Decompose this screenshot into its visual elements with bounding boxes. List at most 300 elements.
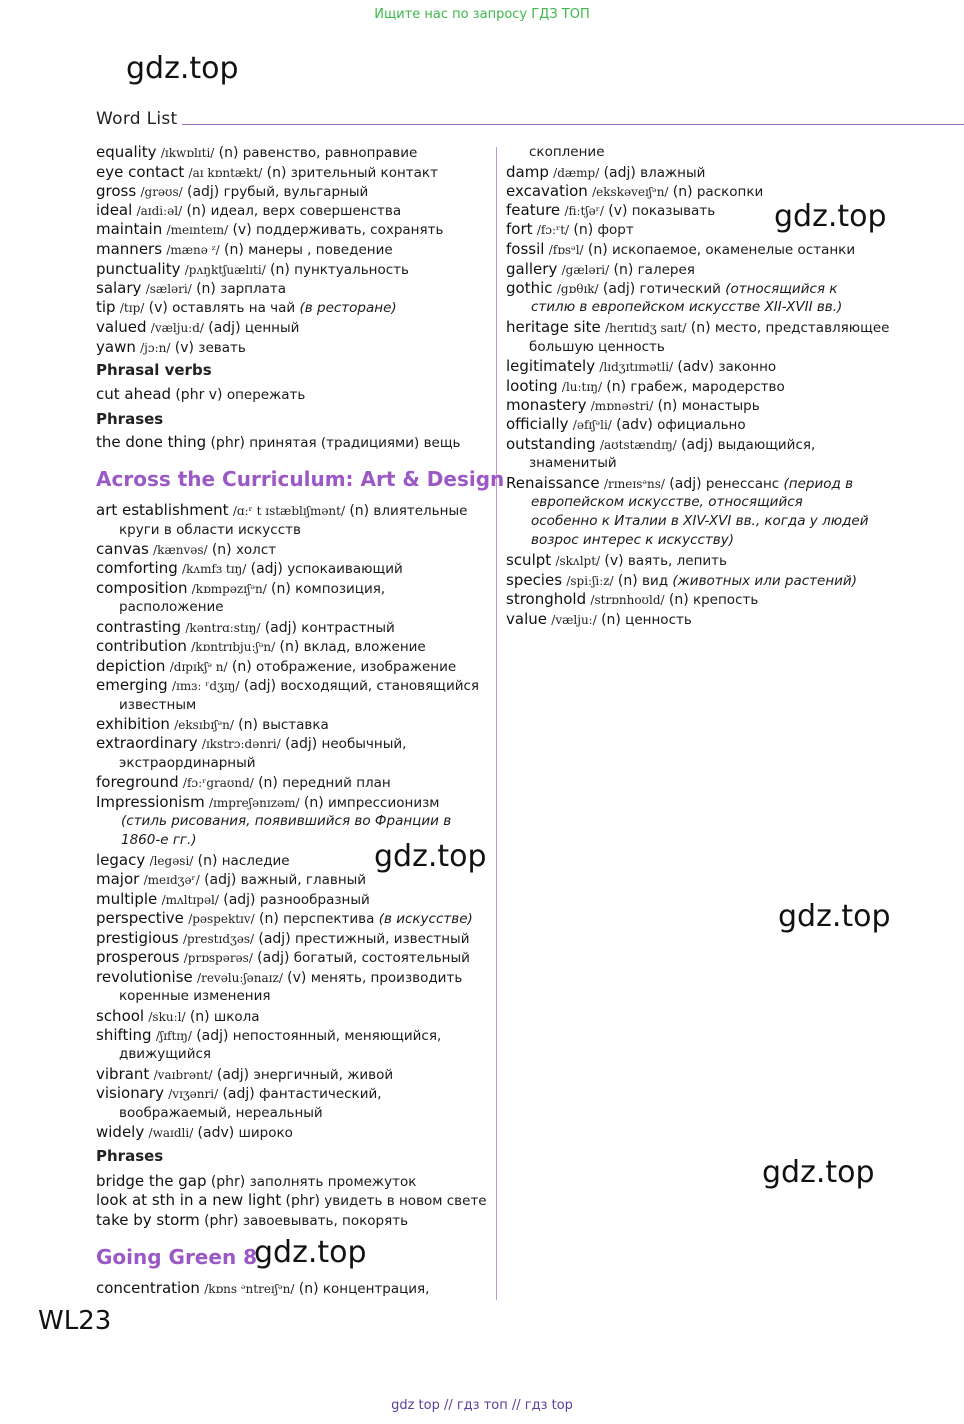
headword: yawn	[96, 338, 136, 356]
headword: feature	[506, 201, 561, 219]
translation-text: известным	[119, 697, 197, 713]
headword: punctuality	[96, 260, 181, 278]
phonetic-transcription: /gɒθɪk/	[556, 282, 599, 296]
phonetic-transcription: /aʊtstændɪŋ/	[599, 438, 677, 452]
phonetic-transcription: /prɒspərəs/	[183, 951, 253, 965]
phonetic-transcription: /meɪnteɪn/	[166, 223, 229, 237]
word-entry	[506, 474, 853, 493]
headword: officially	[506, 415, 569, 433]
part-of-speech: (n)	[573, 222, 594, 238]
note-continuation	[531, 298, 842, 316]
part-of-speech: (adj)	[208, 320, 241, 336]
word-entry	[96, 163, 438, 182]
phonetic-transcription: /prestɪdʒəs/	[182, 932, 255, 946]
word-entry	[96, 385, 305, 404]
word-entry	[506, 590, 758, 609]
word-entry	[96, 559, 403, 578]
headword: excavation	[506, 182, 588, 200]
phonetic-transcription: /gæləri/	[561, 263, 610, 277]
headword: emerging	[96, 676, 168, 694]
headword: comforting	[96, 559, 178, 577]
headword: legitimately	[506, 357, 596, 375]
word-entry	[506, 182, 763, 201]
translation-continuation	[119, 1104, 323, 1122]
phonetic-transcription: /kəntrɑːstɪŋ/	[185, 621, 261, 635]
phonetic-transcription: /mænə ᶻ/	[166, 243, 220, 257]
part-of-speech: (adj)	[284, 736, 318, 752]
translation-text: богатый, состоятельный	[293, 950, 470, 966]
part-of-speech: (phr)	[204, 1213, 239, 1229]
translation-text: отображение, изображение	[255, 659, 457, 675]
usage-note: (период в	[783, 476, 854, 492]
note-continuation	[531, 512, 869, 530]
word-entry	[96, 540, 276, 559]
translation-text: знаменитый	[529, 455, 617, 471]
translation-continuation	[119, 598, 224, 616]
usage-note: (в ресторане)	[299, 300, 397, 316]
note-continuation	[121, 831, 197, 849]
part-of-speech: (n)	[601, 612, 621, 628]
word-entry	[96, 929, 469, 948]
headword: revolutionise	[96, 968, 193, 986]
headword: contrasting	[96, 618, 182, 636]
translation-text: энергичный, живой	[253, 1067, 394, 1083]
headword: value	[506, 610, 547, 628]
word-entry	[506, 201, 715, 220]
column-divider	[496, 147, 497, 1300]
part-of-speech: (adj)	[222, 1086, 255, 1102]
part-of-speech: (n)	[298, 1281, 319, 1297]
word-entry	[506, 163, 705, 182]
headword: maintain	[96, 220, 163, 238]
translation-text: композиция,	[295, 581, 386, 597]
phonetic-transcription: /legəsi/	[149, 854, 194, 868]
part-of-speech: (adj)	[681, 437, 714, 453]
translation-continuation	[119, 754, 256, 772]
headword: concentration	[96, 1279, 200, 1297]
word-entry	[506, 279, 837, 298]
headword: look at sth in a new light	[96, 1191, 282, 1209]
part-of-speech: (adj)	[602, 281, 636, 297]
word-entry	[96, 260, 409, 279]
word-entry	[96, 870, 366, 889]
part-of-speech: (adj)	[257, 950, 290, 966]
phonetic-transcription: /skuːl/	[148, 1010, 186, 1024]
phonetic-transcription: /rɪneɪsᵊns/	[603, 477, 665, 491]
translation-text: монастырь	[681, 398, 760, 414]
word-entry	[96, 637, 426, 656]
headword: shifting	[96, 1026, 152, 1044]
translation-text: контрастный	[301, 620, 395, 636]
word-entry	[96, 279, 286, 298]
note-text: возрос интерес к искусству)	[531, 532, 735, 548]
phonetic-transcription: /ekskəveɪʃᵊn/	[592, 185, 669, 199]
subsection-heading-text: Phrasal verbs	[96, 361, 212, 379]
headword: Impressionism	[96, 793, 205, 811]
word-entry	[96, 618, 395, 637]
watermark: gdz.top	[126, 51, 239, 86]
translation-text: влажный	[640, 165, 706, 181]
part-of-speech: (n)	[259, 911, 279, 927]
subsection-heading-text: Phrases	[96, 1147, 164, 1165]
part-of-speech: (phr v)	[175, 387, 223, 403]
headword: major	[96, 870, 140, 888]
note-continuation	[121, 812, 451, 830]
part-of-speech: (adj)	[186, 184, 220, 200]
translation-text: раскопки	[696, 184, 764, 200]
word-entry	[96, 1172, 416, 1191]
headword: prosperous	[96, 948, 180, 966]
part-of-speech: (n)	[303, 795, 324, 811]
headword: fossil	[506, 240, 545, 258]
translation-text: передний план	[282, 775, 391, 791]
headword: species	[506, 571, 563, 589]
part-of-speech: (adj)	[258, 931, 291, 947]
headword: Renaissance	[506, 474, 600, 492]
translation-text: крепость	[692, 592, 759, 608]
phonetic-transcription: /eksɪbɪʃᵊn/	[174, 718, 234, 732]
word-entry	[96, 1279, 429, 1298]
headword: exhibition	[96, 715, 170, 733]
word-entry	[506, 318, 889, 337]
translation-text: необычный,	[321, 736, 407, 752]
note-text: особенно к Италии в XIV-XVI вв., когда у людей	[531, 513, 869, 529]
translation-text: большую ценность	[529, 339, 665, 355]
word-entry	[96, 773, 391, 792]
headword: multiple	[96, 890, 158, 908]
header-rule	[182, 124, 964, 125]
part-of-speech: (adj)	[216, 1067, 250, 1083]
part-of-speech: (n)	[266, 165, 287, 181]
part-of-speech: (adj)	[243, 678, 277, 694]
headword: heritage site	[506, 318, 601, 336]
word-entry	[96, 715, 329, 734]
translation-text: галерея	[637, 262, 695, 278]
usage-note: (животных или растений)	[672, 573, 857, 589]
phonetic-transcription: /aɪdiːəl/	[136, 204, 183, 218]
part-of-speech: (adv)	[197, 1125, 235, 1141]
part-of-speech: (n)	[196, 281, 216, 297]
part-of-speech: (v)	[148, 300, 168, 316]
part-of-speech: (v)	[232, 222, 252, 238]
part-of-speech: (n)	[197, 853, 218, 869]
headword: art establishment	[96, 501, 229, 519]
translation-text: завоевывать, покорять	[242, 1213, 409, 1229]
translation-text: грубый, вульгарный	[223, 184, 369, 200]
subsection-heading	[96, 1147, 163, 1166]
translation-text: школа	[213, 1009, 260, 1025]
phonetic-transcription: /lɪdʒɪtɪmətli/	[599, 360, 674, 374]
part-of-speech: (v)	[608, 203, 628, 219]
headword: equality	[96, 143, 157, 161]
section-heading-text: Going Green 8	[96, 1245, 258, 1269]
phonetic-transcription: /kænvəs/	[153, 543, 208, 557]
translation-continuation	[529, 454, 617, 472]
phonetic-transcription: /herɪtɪdʒ saɪt/	[605, 321, 687, 335]
note-continuation	[531, 531, 734, 549]
translation-text: зевать	[198, 340, 246, 356]
section-heading	[96, 467, 505, 491]
word-entry	[96, 968, 462, 987]
headword: extraordinary	[96, 734, 198, 752]
phonetic-transcription: /kʌmfɜ tɪŋ/	[182, 562, 247, 576]
phonetic-transcription: /jɔːn/	[140, 341, 171, 355]
watermark: gdz.top	[762, 1155, 875, 1190]
headword: widely	[96, 1123, 145, 1141]
headword: ideal	[96, 201, 133, 219]
translation-text: поддерживать, сохранять	[255, 222, 444, 238]
phonetic-transcription: /mʌltɪpəl/	[161, 893, 219, 907]
part-of-speech: (n)	[258, 775, 278, 791]
word-entry	[506, 220, 634, 239]
subsection-heading-text: Phrases	[96, 410, 164, 428]
part-of-speech: (n)	[238, 717, 258, 733]
translation-text: концентрация,	[322, 1281, 430, 1297]
phonetic-transcription: /fɔːʳgraʊnd/	[182, 776, 254, 790]
headword: school	[96, 1007, 145, 1025]
phonetic-transcription: /luːtɪŋ/	[561, 380, 602, 394]
translation-text: престижный, известный	[294, 931, 470, 947]
part-of-speech: (n)	[617, 573, 638, 589]
translation-text: заполнять промежуток	[249, 1174, 417, 1190]
phonetic-transcription: /kɒns ᵊntreɪʃᵊn/	[204, 1282, 295, 1296]
phonetic-transcription: /spiːʃiːz/	[566, 574, 614, 588]
part-of-speech: (adj)	[669, 476, 702, 492]
phonetic-transcription: /væljuː/	[551, 613, 597, 627]
translation-text: коренные изменения	[119, 988, 271, 1004]
word-entry	[506, 415, 746, 434]
headword: sculpt	[506, 551, 552, 569]
word-entry	[96, 909, 473, 928]
page-header: Word List	[96, 109, 178, 129]
word-entry	[96, 338, 246, 357]
word-entry	[96, 501, 467, 520]
headword: visionary	[96, 1084, 164, 1102]
headword: manners	[96, 240, 163, 258]
word-entry	[96, 734, 406, 753]
translation-text: влиятельные	[373, 503, 468, 519]
part-of-speech: (v)	[287, 970, 307, 986]
word-entry	[96, 1211, 408, 1230]
headword: depiction	[96, 657, 166, 675]
part-of-speech: (phr)	[210, 435, 245, 451]
word-entry	[96, 890, 370, 909]
subsection-heading	[96, 410, 163, 429]
headword: contribution	[96, 637, 187, 655]
translation-text: принятая (традициями) вещь	[249, 435, 461, 451]
part-of-speech: (n)	[668, 592, 689, 608]
word-entry	[506, 571, 857, 590]
word-entry	[96, 143, 417, 162]
translation-text: выставка	[262, 717, 329, 733]
headword: perspective	[96, 909, 184, 927]
phonetic-transcription: /strɒnhoʊld/	[590, 593, 665, 607]
headword: take by storm	[96, 1211, 200, 1229]
translation-text: фантастический,	[259, 1086, 382, 1102]
phonetic-transcription: /əfɪʃᵊli/	[572, 418, 612, 432]
phonetic-transcription: /mɒnəstri/	[590, 399, 654, 413]
part-of-speech: (n)	[672, 184, 693, 200]
part-of-speech: (n)	[189, 1009, 210, 1025]
part-of-speech: (n)	[231, 659, 252, 675]
part-of-speech: (n)	[279, 639, 300, 655]
phonetic-transcription: /meɪdʒəʳ/	[143, 873, 200, 887]
watermark: gdz.top	[374, 839, 487, 874]
word-entry	[506, 396, 760, 415]
part-of-speech: (n)	[587, 242, 608, 258]
translation-text: ископаемое, окаменелые останки	[611, 242, 856, 258]
headword: cut ahead	[96, 385, 172, 403]
translation-text: ценный	[244, 320, 300, 336]
translation-text: равенство, равноправие	[242, 145, 418, 161]
translation-text: непостоянный, меняющийся,	[232, 1028, 442, 1044]
translation-text: идеал, верх совершенства	[210, 203, 402, 219]
word-entry	[506, 435, 815, 454]
translation-continuation	[119, 987, 271, 1005]
part-of-speech: (n)	[218, 145, 239, 161]
note-text: европейском искусстве, относящийся	[531, 494, 803, 510]
phonetic-transcription: /grəʊs/	[140, 185, 183, 199]
headword: composition	[96, 579, 188, 597]
word-entry	[96, 220, 443, 239]
watermark: gdz.top	[774, 199, 887, 234]
headword: damp	[506, 163, 549, 181]
phonetic-transcription: /ɪmɜː ʳdʒɪŋ/	[172, 679, 240, 693]
word-entry	[96, 182, 368, 201]
headword: salary	[96, 279, 142, 297]
section-heading-text: Across the Curriculum: Art & Design	[96, 467, 505, 491]
part-of-speech: (adj)	[264, 620, 297, 636]
note-continuation	[531, 493, 803, 511]
translation-text: зарплата	[220, 281, 287, 297]
word-entry	[96, 657, 456, 676]
note-text: стилю в европейском искусстве XII-XVII вв.)	[531, 299, 843, 315]
translation-text: успокаивающий	[287, 561, 403, 577]
headword: bridge the gap	[96, 1172, 207, 1190]
translation-text: вклад, вложение	[303, 639, 426, 655]
translation-text: воображаемый, нереальный	[119, 1105, 323, 1121]
word-entry	[96, 318, 299, 337]
part-of-speech: (adj)	[603, 165, 636, 181]
translation-text: широко	[238, 1125, 293, 1141]
phonetic-transcription: /kɒntrɪbjuːʃᵊn/	[191, 640, 276, 654]
phonetic-transcription: /fɔːʳt/	[536, 223, 570, 237]
word-entry	[506, 610, 692, 629]
headword: stronghold	[506, 590, 587, 608]
headword: prestigious	[96, 929, 179, 947]
word-entry	[96, 1026, 441, 1045]
phonetic-transcription: /vɪʒənri/	[168, 1087, 219, 1101]
translation-continuation	[529, 143, 605, 161]
translation-text: наследие	[221, 853, 290, 869]
translation-text: импрессионизм	[327, 795, 440, 811]
phonetic-transcription: /pʌŋktʃuælɪti/	[184, 263, 266, 277]
translation-text: расположение	[119, 599, 224, 615]
page-number: WL23	[38, 1306, 112, 1336]
headword: canvas	[96, 540, 149, 558]
translation-continuation	[119, 521, 301, 539]
headword: gothic	[506, 279, 553, 297]
part-of-speech: (adv)	[677, 359, 715, 375]
translation-text: показывать	[631, 203, 716, 219]
word-entry	[506, 260, 695, 279]
part-of-speech: (phr)	[210, 1174, 246, 1190]
translation-text: холст	[235, 542, 277, 558]
part-of-speech: (n)	[349, 503, 370, 519]
part-of-speech: (n)	[690, 320, 711, 336]
headword: eye contact	[96, 163, 185, 181]
word-entry	[96, 298, 397, 317]
translation-text: вид	[642, 573, 669, 589]
part-of-speech: (adj)	[250, 561, 283, 577]
phonetic-transcription: /ɪmpreʃənɪzəm/	[209, 796, 300, 810]
translation-text: скопление	[529, 144, 605, 160]
part-of-speech: (adj)	[196, 1028, 229, 1044]
headword: valued	[96, 318, 147, 336]
phonetic-transcription: /ɑːʳ t ɪstæblɪʃmənt/	[232, 504, 346, 518]
word-entry	[506, 551, 727, 570]
headword: fort	[506, 220, 533, 238]
part-of-speech: (n)	[186, 203, 207, 219]
translation-text: манеры , поведение	[248, 242, 393, 258]
translation-continuation	[529, 338, 665, 356]
note-text: (стиль рисования, появившийся во Франции в	[121, 813, 452, 829]
headword: vibrant	[96, 1065, 150, 1083]
part-of-speech: (adj)	[204, 872, 237, 888]
part-of-speech: (adj)	[223, 892, 256, 908]
word-entry	[96, 1084, 382, 1103]
footer: gdz top // гдз топ // гдз top	[391, 1398, 573, 1413]
translation-text: важный, главный	[240, 872, 367, 888]
phonetic-transcription: /ɪkstrɔːdənri/	[201, 737, 281, 751]
watermark: gdz.top	[254, 1235, 367, 1270]
word-entry	[96, 1123, 293, 1142]
translation-text: оставлять на чай	[172, 300, 296, 316]
word-entry	[96, 240, 393, 259]
translation-text: ваять, лепить	[627, 553, 727, 569]
phonetic-transcription: /kɒmpəzɪʃᵊn/	[191, 582, 267, 596]
word-entry	[96, 201, 401, 220]
phonetic-transcription: /dɪpɪkʃᵊ n/	[169, 660, 228, 674]
part-of-speech: (n)	[223, 242, 244, 258]
translation-text: место, представляющее	[714, 320, 890, 336]
word-entry	[96, 1065, 393, 1084]
word-entry	[96, 433, 461, 452]
headword: outstanding	[506, 435, 596, 453]
translation-text: опережать	[226, 387, 306, 403]
translation-text: законно	[718, 359, 777, 375]
part-of-speech: (n)	[271, 581, 291, 597]
part-of-speech: (v)	[174, 340, 194, 356]
translation-text: готический	[639, 281, 721, 297]
phonetic-transcription: /sæləri/	[145, 282, 192, 296]
headword: the done thing	[96, 433, 207, 451]
translation-text: экстраординарный	[119, 755, 256, 771]
phonetic-transcription: /skʌlpt/	[555, 554, 601, 568]
translation-text: разнообразный	[259, 892, 370, 908]
phonetic-transcription: /pəspektɪv/	[188, 912, 255, 926]
usage-note: (в искусстве)	[378, 911, 473, 927]
translation-text: грабеж, мародерство	[630, 379, 785, 395]
translation-continuation	[119, 1045, 211, 1063]
part-of-speech: (n)	[657, 398, 678, 414]
translation-text: перспектива	[283, 911, 375, 927]
part-of-speech: (n)	[211, 542, 232, 558]
phonetic-transcription: /fɒsᵊl/	[548, 243, 584, 257]
headword: tip	[96, 298, 116, 316]
phonetic-transcription: /ɪkwɒlɪti/	[160, 146, 215, 160]
word-entry	[96, 1007, 260, 1026]
